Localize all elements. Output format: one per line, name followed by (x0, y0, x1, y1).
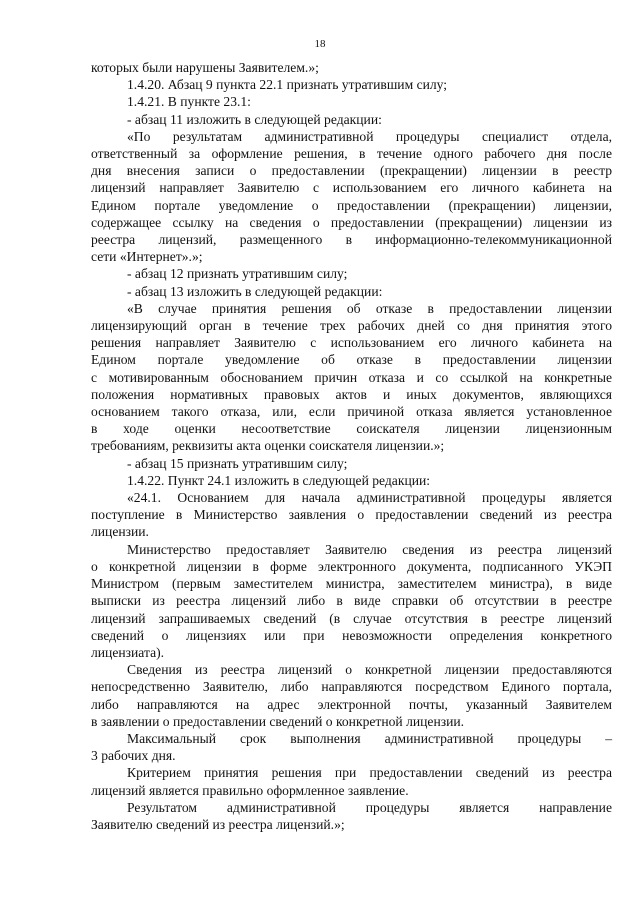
text-line: - абзац 13 изложить в следующей редакции: (127, 283, 383, 299)
text-line: Министерство предоставляет Заявителю сведения из реестра лицензий (127, 541, 612, 557)
text-line: с мотивированным обоснованием причин отказа и со ссылкой на конкретные (91, 369, 612, 385)
paragraph (91, 76, 612, 93)
text-line: - абзац 15 признать утратившим силу; (127, 455, 348, 471)
text-line: Министром (первым заместителем министра, заместителем министра), в виде (91, 576, 612, 592)
text-line: лицензии. (91, 524, 149, 540)
text-line: либо направляются на адрес электронной почты, указанный Заявителем (91, 696, 612, 712)
text-line: решения направляет Заявителю с использованием его личного кабинета на (91, 335, 612, 351)
paragraph (91, 111, 612, 128)
text-line: которых были нарушены Заявителем.»; (91, 60, 319, 75)
text-line: Максимальный срок выполнения административной процедуры – (127, 730, 612, 746)
text-line: лицензиата). (91, 644, 165, 660)
text-line: 1.4.20. Абзац 9 пункта 22.1 признать утратившим силу; (127, 77, 448, 93)
text-line: сведений о лицензиях или при невозможности определения конкретного (91, 627, 612, 643)
text-line: Заявителю сведений из реестра лицензий.»; (91, 816, 345, 832)
paragraph (91, 764, 612, 798)
paragraph (91, 283, 612, 300)
text-line: дня внесения записи о предоставлении (прекращении) лицензии в реестр (91, 163, 612, 179)
page-number: 18 (314, 38, 326, 50)
text-line: «По результатам административной процедуры специалист отдела, (127, 128, 612, 144)
text-line: ответственный за оформление решения, в течение одного рабочего дня после (91, 146, 612, 162)
quoted-paragraph (91, 489, 612, 541)
paragraph (91, 661, 612, 730)
text-line: - абзац 12 признать утратившим силу; (127, 266, 348, 282)
text-line: реестра лицензий, размещенного в информационно-телекоммуникационной (91, 232, 612, 248)
text-line: Результатом административной процедуры является направление (127, 799, 612, 815)
text-line: в ходе оценки несоответствие соискателя лицензии лицензионным (91, 421, 612, 437)
text-line: лицензий направляет Заявителю с использованием его личного кабинета на (91, 180, 612, 196)
text-line: - абзац 11 изложить в следующей редакции: (127, 111, 382, 127)
text-line: содержащее ссылку на сведения о предоставлении (прекращении) лицензии из (91, 214, 612, 230)
text-line: лицензий запрашиваемых сведений (в случае отсутствия в реестре лицензий (91, 610, 612, 626)
text-line: Едином портале уведомление о предоставлении (прекращении) лицензии, (91, 197, 612, 213)
paragraph (91, 730, 612, 764)
text-line: основанием такого отказа, или, если причиной отказа является установленное (91, 404, 612, 420)
paragraph (91, 93, 612, 110)
text-line: в заявлении о предоставлении сведений о конкретной лицензии. (91, 713, 465, 729)
quoted-paragraph (91, 128, 612, 266)
text-line: лицензий является правильно оформленное заявление. (91, 782, 409, 798)
text-line: непосредственно Заявителю, либо направляются посредством Единого портала, (91, 679, 612, 695)
text-line: требованиям, реквизиты акта оценки соискателя лицензии.»; (91, 438, 445, 454)
text-line: Сведения из реестра лицензий о конкретной лицензии предоставляются (127, 662, 612, 678)
text-line: положения нормативных правовых актов и иных документов, являющихся (91, 386, 612, 402)
text-line: Едином портале уведомление об отказе в предоставлении лицензии (91, 352, 612, 368)
text-line: «24.1. Основанием для начала административной процедуры является (127, 490, 612, 506)
text-line: выписки из реестра лицензий либо в виде справки об отсутствии в реестре (91, 593, 612, 609)
document-body (91, 59, 612, 833)
paragraph (91, 799, 612, 833)
text-line: поступление в Министерство заявления о предоставлении сведений из реестра (91, 507, 612, 523)
text-line: о конкретной лицензии в форме электронного документа, подписанного УКЭП (91, 558, 612, 574)
paragraph (91, 455, 612, 472)
text-line: «В случае принятия решения об отказе в предоставлении лицензии (127, 300, 612, 316)
text-line: 1.4.22. Пункт 24.1 изложить в следующей редакции: (127, 472, 431, 488)
text-line: сети «Интернет».»; (91, 249, 203, 265)
text-line: 1.4.21. В пункте 23.1: (127, 94, 251, 110)
text-line: лицензирующий орган в течение трех рабочих дней со дня принятия этого (91, 318, 612, 334)
paragraph (91, 541, 612, 661)
text-line: Критерием принятия решения при предоставлении сведений из реестра (127, 765, 612, 781)
text-line: 3 рабочих дня. (91, 748, 176, 764)
paragraph (91, 59, 612, 76)
paragraph (91, 472, 612, 489)
quoted-paragraph (91, 300, 612, 455)
paragraph (91, 265, 612, 282)
